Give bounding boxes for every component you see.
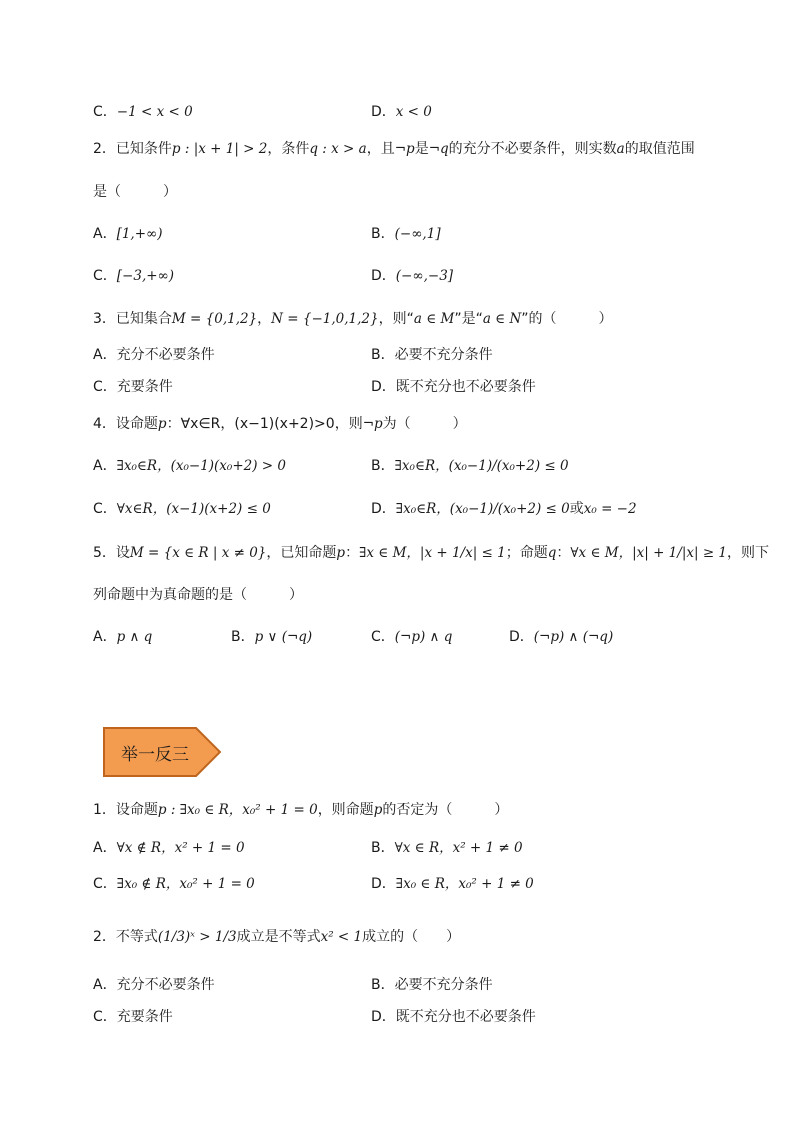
text-line-m5b — [371, 975, 493, 995]
math-expression: (−∞,−3] — [395, 268, 454, 284]
text-segment: 或 — [569, 501, 584, 517]
text-line-l1 — [93, 139, 695, 159]
math-expression: ∃x₀∈R，(x₀−1)(x₀+2) > 0 — [116, 458, 286, 474]
text-segment: 成立的（ ） — [362, 929, 461, 945]
math-expression: p — [157, 416, 167, 432]
text-line-m3b — [371, 874, 534, 894]
text-segment: 2．不等式 — [93, 929, 158, 945]
text-segment: C．充要条件 — [93, 379, 173, 395]
text-segment: 4．设命题 — [93, 416, 158, 432]
text-segment: B．必要不充分条件 — [371, 977, 493, 993]
text-line-m4 — [93, 927, 460, 947]
text-line-l5 — [93, 309, 613, 329]
text-segment: 的取值范围 — [624, 141, 695, 157]
text-line-m1 — [93, 800, 508, 820]
math-expression: p — [336, 545, 346, 561]
text-segment: 列命题中为真命题的是（ ） — [93, 587, 303, 603]
math-expression: (¬p) ∧ (¬q) — [533, 629, 614, 645]
text-line-l10b — [371, 499, 637, 519]
text-line-m3a — [93, 874, 255, 894]
math-expression: N = {−1,0,1,2} — [271, 311, 379, 327]
math-expression: x₀ = −2 — [583, 501, 637, 517]
text-segment: C． — [93, 104, 117, 120]
text-segment: A． — [93, 629, 117, 645]
text-segment: ”是“ — [454, 311, 483, 327]
math-expression: |x| + 1/|x| ≥ 1 — [632, 545, 728, 561]
math-expression: a — [616, 141, 625, 157]
math-expression: p ∧ q — [116, 629, 153, 645]
math-expression: x < 0 — [395, 104, 432, 120]
math-expression: ∀x∈R，(x−1)(x+2) ≤ 0 — [116, 501, 271, 517]
text-segment: ： — [556, 545, 571, 561]
math-expression: ¬p — [394, 141, 415, 157]
text-segment: 3．已知集合 — [93, 311, 172, 327]
text-line-l6a — [93, 345, 215, 365]
text-segment: ，且 — [366, 141, 395, 157]
text-segment: D． — [371, 876, 396, 892]
math-expression: q : x > a — [309, 141, 367, 157]
text-segment: A． — [93, 226, 117, 242]
text-segment: B．必要不充分条件 — [371, 347, 493, 363]
math-expression: (1/3)ˣ > 1/3 — [157, 929, 237, 945]
math-expression: ∀x ∈ R，x² + 1 ≠ 0 — [394, 840, 523, 856]
text-line-l4a — [93, 266, 174, 286]
text-line-m2b — [371, 838, 523, 858]
text-line-l8 — [93, 414, 467, 434]
text-segment: C． — [93, 501, 117, 517]
text-segment: ；命题 — [505, 545, 548, 561]
math-expression: |x + 1/x| ≤ 1 — [419, 545, 506, 561]
text-segment: ， — [257, 311, 272, 327]
text-segment: ，则“ — [378, 311, 414, 327]
math-expression: (x₀−1)/(x₀+2) ≤ 0 — [448, 458, 569, 474]
math-expression: M = {x ∈ R | x ≠ 0} — [129, 545, 267, 561]
text-segment: 的否定为（ ） — [382, 802, 509, 818]
text-segment: 是（ ） — [93, 184, 177, 200]
text-segment: B． — [371, 458, 395, 474]
text-segment: A． — [93, 840, 117, 856]
text-segment: 1．设命题 — [93, 802, 158, 818]
math-expression: ∀x ∈ M， — [570, 545, 633, 561]
text-segment: D．既不充分也不必要条件 — [371, 379, 536, 395]
text-line-l11 — [93, 543, 769, 563]
text-line-l6b — [371, 345, 493, 365]
math-expression: −1 < x < 0 — [116, 104, 193, 120]
text-segment: ，则下 — [727, 545, 770, 561]
math-expression: ∃x₀∈R， — [394, 458, 449, 474]
text-segment: B． — [371, 840, 395, 856]
text-segment: ： — [345, 545, 360, 561]
text-segment: C．充要条件 — [93, 1009, 173, 1025]
text-segment: ，条件 — [267, 141, 310, 157]
text-segment: 成立是不等式 — [236, 929, 321, 945]
text-line-l13a — [93, 627, 152, 647]
text-segment: D． — [371, 268, 396, 284]
text-line-m5a — [93, 975, 215, 995]
text-line-l9a — [93, 456, 286, 476]
text-segment: 是 — [414, 141, 429, 157]
text-segment: 为（ ） — [382, 416, 467, 432]
text-segment: D． — [371, 104, 396, 120]
math-expression: x² < 1 — [320, 929, 363, 945]
text-segment: A．充分不必要条件 — [93, 977, 215, 993]
math-expression: p : ∃x₀ ∈ R，x₀² + 1 = 0 — [157, 802, 318, 818]
text-line-l4b — [371, 266, 453, 286]
text-segment: D． — [509, 629, 534, 645]
text-line-m2a — [93, 838, 245, 858]
math-expression: [−3,+∞) — [116, 268, 175, 284]
math-expression: q — [547, 545, 557, 561]
text-segment: D． — [371, 501, 396, 517]
text-segment: C． — [371, 629, 395, 645]
text-segment: ”的（ ） — [521, 311, 613, 327]
math-expression: ∃x ∈ M， — [359, 545, 420, 561]
text-line-l13b — [231, 627, 312, 647]
math-expression: (¬p) ∧ q — [394, 629, 453, 645]
text-line-l7b — [371, 377, 536, 397]
text-line-l3b — [371, 224, 441, 244]
math-expression: ¬p — [362, 416, 383, 432]
text-line-l12 — [93, 585, 303, 605]
text-segment: 5．设 — [93, 545, 130, 561]
text-segment: 2．已知条件 — [93, 141, 172, 157]
section-banner-label: 举一反三 — [121, 744, 189, 765]
text-line-m6b — [371, 1007, 536, 1027]
text-line-l0b — [371, 102, 432, 122]
text-line-l7a — [93, 377, 173, 397]
math-expression: ∃x₀ ∈ R，x₀² + 1 ≠ 0 — [395, 876, 534, 892]
text-segment: ：∀x∈R，(x−1)(x+2)>0，则 — [166, 416, 363, 432]
math-expression: ¬q — [428, 141, 449, 157]
text-segment: ，已知命题 — [266, 545, 337, 561]
text-line-l10a — [93, 499, 271, 519]
math-expression: [1,+∞) — [116, 226, 163, 242]
math-expression: (x₀−1)/(x₀+2) ≤ 0 — [449, 501, 570, 517]
math-expression: ∃x₀∈R， — [395, 501, 450, 517]
math-expression: a ∈ M — [413, 311, 455, 327]
text-segment: A．充分不必要条件 — [93, 347, 215, 363]
math-expression: p : |x + 1| > 2 — [171, 141, 268, 157]
math-expression: (−∞,1] — [394, 226, 441, 242]
text-segment: ，则命题 — [317, 802, 374, 818]
text-line-l3a — [93, 224, 163, 244]
text-segment: 的充分不必要条件，则实数 — [448, 141, 617, 157]
math-expression: M = {0,1,2} — [171, 311, 258, 327]
text-segment: C． — [93, 876, 117, 892]
text-line-m6a — [93, 1007, 173, 1027]
text-line-l9b — [371, 456, 569, 476]
math-expression: a ∈ N — [482, 311, 522, 327]
text-segment: B． — [231, 629, 255, 645]
math-expression: p ∨ (¬q) — [254, 629, 313, 645]
text-segment: C． — [93, 268, 117, 284]
text-line-l0a — [93, 102, 193, 122]
text-line-l13c — [371, 627, 452, 647]
text-line-l2 — [93, 182, 177, 202]
text-segment: B． — [371, 226, 395, 242]
math-expression: p — [373, 802, 383, 818]
text-line-l13d — [509, 627, 613, 647]
text-segment: D．既不充分也不必要条件 — [371, 1009, 536, 1025]
math-expression: ∀x ∉ R，x² + 1 = 0 — [116, 840, 245, 856]
text-segment: A． — [93, 458, 117, 474]
math-expression: ∃x₀ ∉ R，x₀² + 1 = 0 — [116, 876, 255, 892]
